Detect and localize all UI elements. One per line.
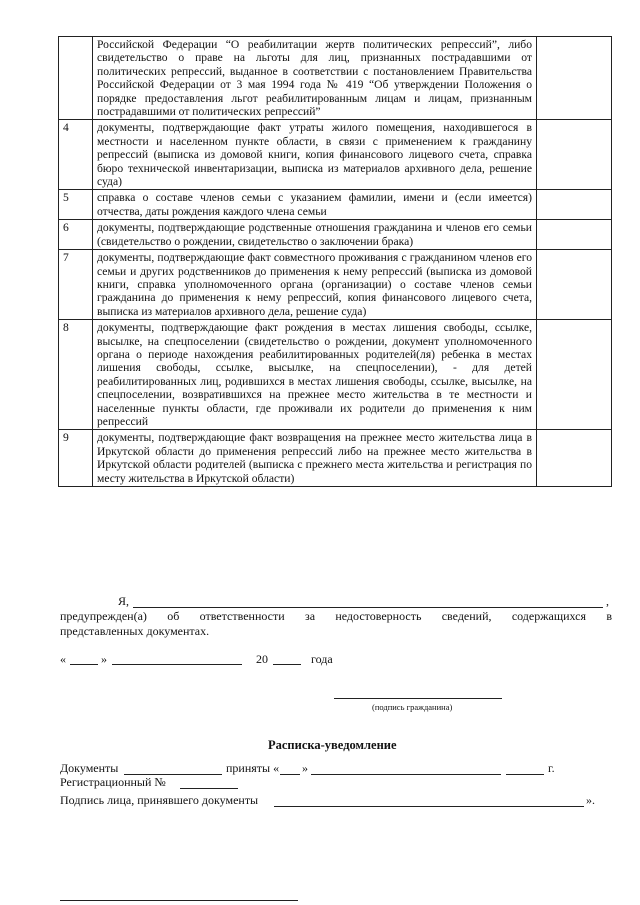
receiver-period: ».: [586, 793, 595, 807]
row-number: [59, 37, 93, 120]
year-word: года: [311, 652, 333, 666]
row-document-description: Российской Федерации “О реабилитации жертв политических репрессий”, либо свидетельство о праве на льготы для лиц, признанных пострадавшими от политических репрессий, выданное в соответствии с постановлением Правительства Российской Федерации от 3 мая 1994 года № 419 “Об утверждении Положения о порядке предоставления льгот реабилитированным лицам и лицам, признанным пострадавшими от политических репрессий”: [93, 37, 537, 120]
date-year-field[interactable]: [273, 664, 301, 665]
row-mark-cell[interactable]: [537, 430, 612, 487]
row-document-description: документы, подтверждающие факт утраты жилого помещения, находившегося в местности и населенном пункте области, в связи с применением к гражданину репрессий (выписка из домовой книги, копия финансового лицевого счета, справка бюро технической инвентаризации, выписка из материалов архивного дела, решение суда): [93, 120, 537, 190]
table-row: [59, 250, 612, 320]
date-quote-open: «: [60, 652, 66, 666]
accepted-day-field[interactable]: [280, 774, 300, 775]
row-mark-cell[interactable]: [537, 250, 612, 320]
table-row: [59, 37, 612, 120]
row-document-description: документы, подтверждающие факт рождения в местах лишения свободы, ссылке, высылке, на спецпоселении (свидетельство о рождении, документ уполномоченного органа о периоде нахождения реабилитированных родителей(ля) ребенка в местах лишения свободы, ссылке, высылке, на спецпоселении), - для детей реабилитированных лиц, родившихся в местах лишения свободы, ссылке, высылке, на спецпоселении, возвратившихся на прежнее место жительства в те местности и населенные пункты области, где проживали их родители до применения к ним репрессий: [93, 320, 537, 430]
citizen-name-field[interactable]: [133, 607, 603, 608]
receiver-signature-field[interactable]: [274, 806, 584, 807]
accepted-label: приняты «: [226, 761, 280, 775]
documents-table: [58, 36, 612, 487]
accepted-close: »: [302, 761, 308, 775]
footnote-separator: [60, 900, 298, 901]
declaration-comma: ,: [606, 594, 609, 608]
row-number: 8: [59, 320, 93, 430]
row-document-description: документы, подтверждающие факт совместного проживания с гражданином членов его семьи и других родственников до применения к нему репрессий (выписка из домовой книги, справка уполномоченного органа (организации) о составе членов семьи гражданина до применения к нему репрессий, копия финансового лицевого счета, выписка из материалов архивного дела, решение суда): [93, 250, 537, 320]
date-quote-close: »: [101, 652, 107, 666]
receiver-signature-label: Подпись лица, принявшего документы: [60, 793, 259, 807]
documents-label: Документы: [60, 761, 119, 775]
table-row: [59, 190, 612, 220]
row-number: 5: [59, 190, 93, 220]
row-mark-cell[interactable]: [537, 120, 612, 190]
date-month-field[interactable]: [112, 664, 242, 665]
row-number: 9: [59, 430, 93, 487]
declaration-documents: представленных документах.: [60, 624, 210, 638]
reg-number-label: Регистрационный №: [60, 775, 166, 789]
row-mark-cell[interactable]: [537, 220, 612, 250]
row-mark-cell[interactable]: [537, 37, 612, 120]
receipt-title: Расписка-уведомление: [268, 738, 397, 752]
row-document-description: справка о составе членов семьи с указанием фамилии, имени и (если имеется) отчества, даты рождения каждого члена семьи: [93, 190, 537, 220]
accepted-month-field[interactable]: [311, 774, 501, 775]
row-mark-cell[interactable]: [537, 320, 612, 430]
row-number: 4: [59, 120, 93, 190]
year-prefix: 20: [256, 652, 268, 666]
citizen-signature-field[interactable]: [334, 698, 502, 699]
row-number: 7: [59, 250, 93, 320]
reg-number-field[interactable]: [180, 788, 238, 789]
year-abbrev: г.: [548, 761, 555, 775]
accepted-year-field[interactable]: [506, 774, 544, 775]
table-row: [59, 430, 612, 487]
row-document-description: документы, подтверждающие родственные отношения гражданина и членов его семьи (свидетельство о рождении, свидетельство о заключении брака): [93, 220, 537, 250]
table-row: [59, 120, 612, 190]
signature-caption: (подпись гражданина): [372, 702, 453, 712]
row-document-description: документы, подтверждающие факт возвращения на прежнее место жительства лица в Иркутской области до применения репрессий либо на прежнее место жительства в Иркутской области родителей (выписка с прежнего места жительства и регистрация по месту жительства в Иркутской области): [93, 430, 537, 487]
row-mark-cell[interactable]: [537, 190, 612, 220]
table-row: [59, 220, 612, 250]
row-number: 6: [59, 220, 93, 250]
date-day-field[interactable]: [70, 664, 98, 665]
table-row: [59, 320, 612, 430]
declaration-ya: Я,: [118, 594, 130, 608]
declaration-warning: предупрежден(а) об ответственности за недостоверность сведений, содержащихся в: [60, 609, 612, 623]
